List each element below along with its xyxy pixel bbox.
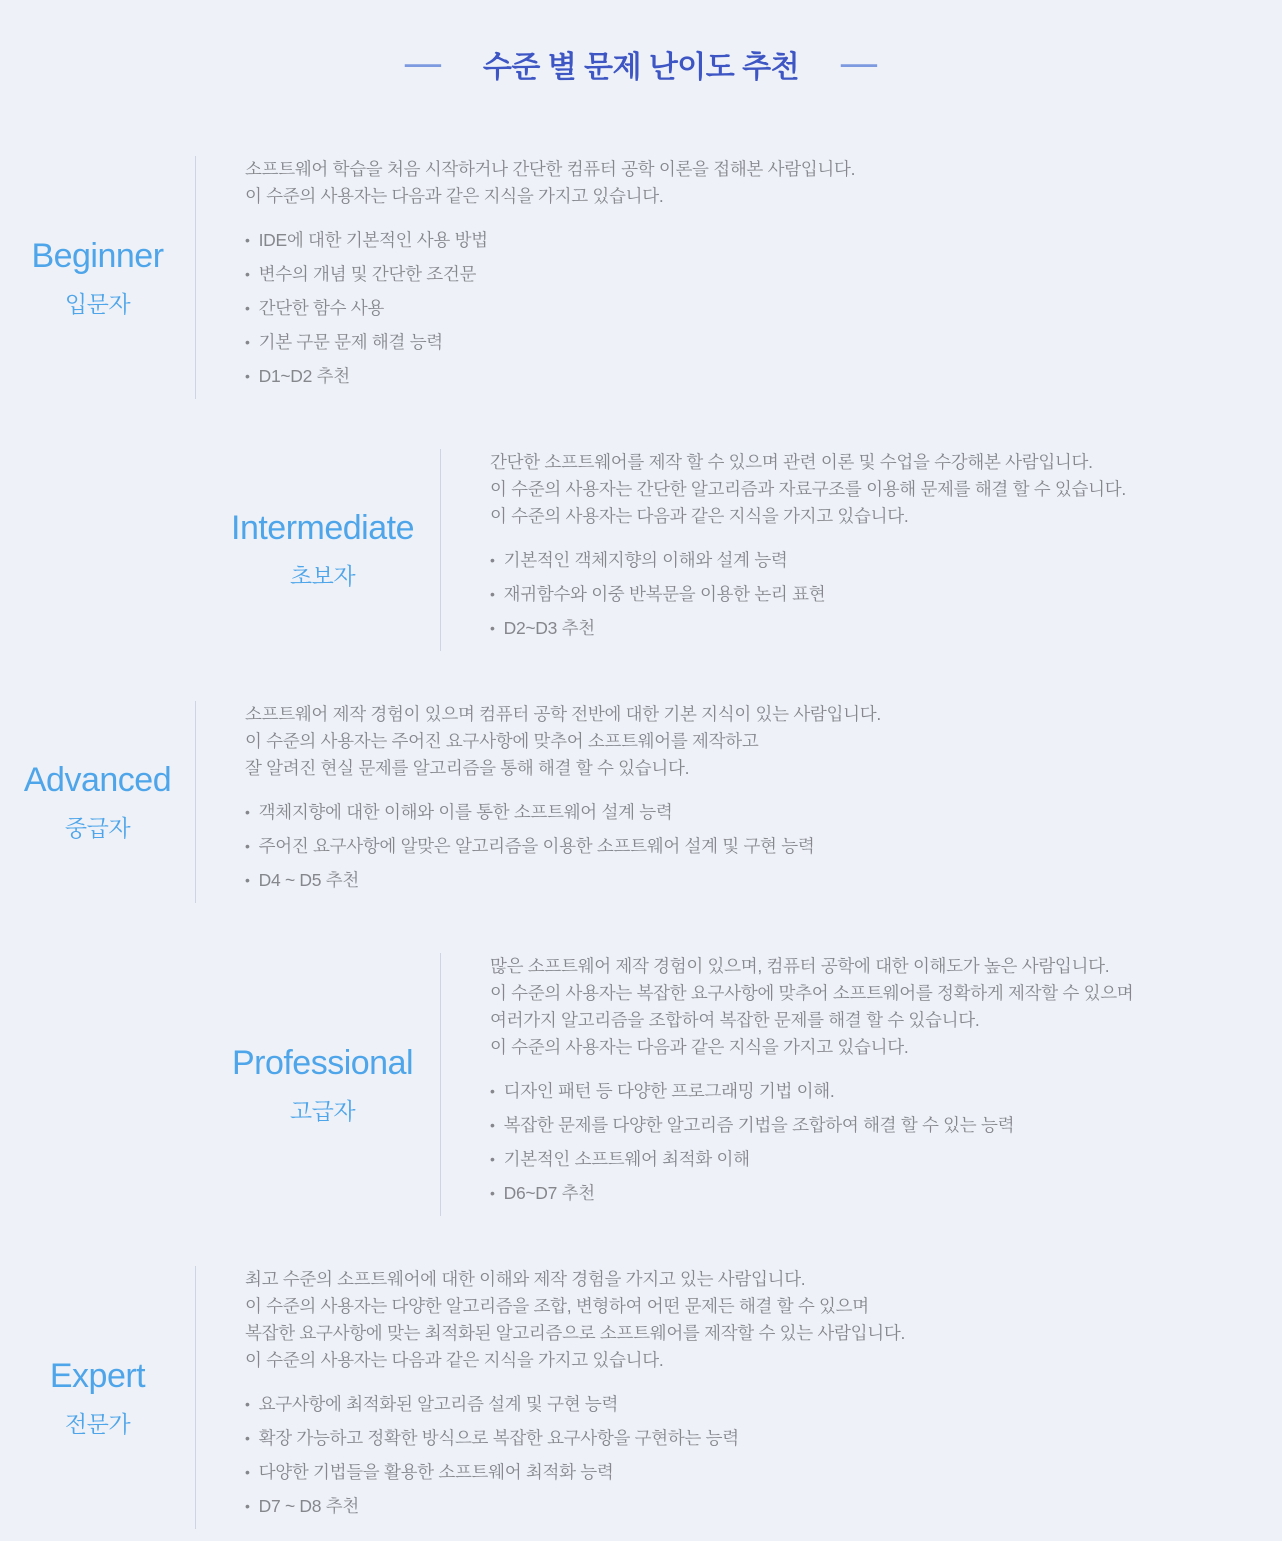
level-label: [0, 449, 440, 651]
bullet-icon: •: [490, 620, 495, 636]
level-description: [490, 953, 1133, 1061]
description-line: 복잡한 요구사항에 맞는 최적화된 알고리즘으로 소프트웨어를 제작할 수 있는 사람입니다.: [245, 1323, 906, 1343]
level-section-intermediate: [0, 449, 1282, 651]
bullet-text: 확장 가능하고 정확한 방식으로 복잡한 요구사항을 구현하는 능력: [258, 1428, 739, 1448]
bullet-text: 간단한 함수 사용: [258, 298, 384, 318]
bullet-item: [245, 1455, 905, 1489]
bullet-text: D6~D7 추천: [503, 1183, 595, 1203]
bullet-icon: •: [490, 552, 495, 568]
bullet-item: [245, 359, 855, 393]
bullet-item: [245, 795, 881, 829]
level-content: [196, 156, 855, 399]
bullet-icon: •: [245, 1430, 250, 1446]
level-bullets: [245, 1387, 905, 1523]
description-line: 이 수준의 사용자는 간단한 알고리즘과 자료구조를 이용해 문제를 해결 할 수 있습니다.: [490, 479, 1126, 499]
level-label: [0, 701, 195, 903]
bullet-item: [245, 223, 855, 257]
bullet-icon: •: [490, 1117, 495, 1133]
level-section-professional: [0, 953, 1282, 1216]
bullet-icon: •: [245, 266, 250, 282]
description-line: 간단한 소프트웨어를 제작 할 수 있으며 관련 이론 및 수업을 수강해본 사람입니다.: [490, 452, 1093, 472]
bullet-item: [490, 1142, 1133, 1176]
level-content: [196, 701, 881, 903]
description-line: 최고 수준의 소프트웨어에 대한 이해와 제작 경험을 가지고 있는 사람입니다.: [245, 1269, 806, 1289]
description-line: 소프트웨어 제작 경험이 있으며 컴퓨터 공학 전반에 대한 기본 지식이 있는 사람입니다.: [245, 704, 881, 724]
bullet-icon: •: [490, 1151, 495, 1167]
level-bullets: [245, 223, 855, 393]
bullet-text: 다양한 기법들을 활용한 소프트웨어 최적화 능력: [258, 1462, 614, 1482]
bullet-icon: •: [245, 804, 250, 820]
bullet-text: D1~D2 추천: [258, 366, 350, 386]
description-line: 많은 소프트웨어 제작 경험이 있으며, 컴퓨터 공학에 대한 이해도가 높은 사람입니다.: [490, 956, 1110, 976]
bullet-icon: •: [245, 872, 250, 888]
level-description: [245, 701, 881, 782]
bullet-text: 기본적인 소프트웨어 최적화 이해: [503, 1149, 750, 1169]
page-header: [0, 42, 1282, 86]
level-name: Professional: [231, 1043, 414, 1082]
level-korean-name: 초보자: [289, 563, 356, 589]
title-dash-right-icon: —: [840, 48, 878, 79]
bullet-item: [490, 611, 1126, 645]
page-title: 수준 별 문제 난이도 추천: [482, 51, 800, 84]
bullet-icon: •: [490, 586, 495, 602]
bullet-icon: •: [245, 838, 250, 854]
bullet-icon: •: [245, 300, 250, 316]
title-dash-left-icon: —: [404, 48, 442, 79]
level-bullets: [245, 795, 881, 897]
bullet-text: 주어진 요구사항에 알맞은 알고리즘을 이용한 소프트웨어 설계 및 구현 능력: [258, 836, 815, 856]
description-line: 이 수준의 사용자는 다음과 같은 지식을 가지고 있습니다.: [490, 506, 909, 526]
bullet-text: 기본 구문 문제 해결 능력: [258, 332, 443, 352]
level-korean-name: 고급자: [289, 1097, 356, 1124]
bullet-item: [245, 1387, 905, 1421]
bullet-icon: •: [245, 368, 250, 384]
bullet-text: 변수의 개념 및 간단한 조건문: [258, 264, 477, 284]
bullet-icon: •: [245, 1396, 250, 1412]
level-content: [441, 953, 1133, 1216]
bullet-text: D2~D3 추천: [503, 618, 595, 638]
bullet-text: 기본적인 객체지향의 이해와 설계 능력: [503, 550, 788, 570]
bullet-item: [490, 1176, 1133, 1210]
bullet-icon: •: [245, 334, 250, 350]
bullet-text: IDE에 대한 기본적인 사용 방법: [258, 230, 488, 250]
description-line: 이 수준의 사용자는 다음과 같은 지식을 가지고 있습니다.: [490, 1037, 909, 1057]
level-section-beginner: [0, 156, 1282, 399]
level-content: [441, 449, 1126, 651]
bullet-item: [245, 1489, 905, 1523]
level-name: Expert: [49, 1356, 146, 1395]
level-korean-name: 중급자: [64, 815, 131, 841]
description-line: 이 수준의 사용자는 다양한 알고리즘을 조합, 변형하여 어떤 문제든 해결 할 수 있으며: [245, 1296, 869, 1316]
bullet-item: [245, 291, 855, 325]
description-line: 여러가지 알고리즘을 조합하여 복잡한 문제를 해결 할 수 있습니다.: [490, 1010, 980, 1030]
bullet-item: [490, 1108, 1133, 1142]
level-label: [0, 953, 440, 1216]
description-line: 잘 알려진 현실 문제를 알고리즘을 통해 해결 할 수 있습니다.: [245, 758, 690, 778]
bullet-text: 디자인 패턴 등 다양한 프로그래밍 기법 이해.: [503, 1081, 835, 1101]
description-line: 소프트웨어 학습을 처음 시작하거나 간단한 컴퓨터 공학 이론을 접해본 사람입니다.: [245, 159, 856, 179]
bullet-icon: •: [245, 1498, 250, 1514]
level-section-advanced: [0, 701, 1282, 903]
level-description: [490, 449, 1126, 530]
bullet-item: [245, 325, 855, 359]
bullet-text: 복잡한 문제를 다양한 알고리즘 기법을 조합하여 해결 할 수 있는 능력: [503, 1115, 1015, 1135]
bullet-item: [245, 1421, 905, 1455]
level-label: [0, 156, 195, 399]
level-korean-name: 전문가: [64, 1410, 131, 1437]
bullet-item: [490, 577, 1126, 611]
level-bullets: [490, 1074, 1133, 1210]
bullet-icon: •: [490, 1083, 495, 1099]
bullet-text: 객체지향에 대한 이해와 이를 통한 소프트웨어 설계 능력: [258, 802, 673, 822]
level-label: [0, 1266, 195, 1529]
bullet-item: [490, 1074, 1133, 1108]
bullet-text: D7 ~ D8 추천: [258, 1496, 359, 1516]
bullet-item: [245, 863, 881, 897]
bullet-text: 재귀함수와 이중 반복문을 이용한 논리 표현: [503, 584, 826, 604]
level-name: Beginner: [31, 236, 164, 275]
level-description: [245, 156, 855, 210]
bullet-item: [245, 829, 881, 863]
level-content: [196, 1266, 905, 1529]
level-section-expert: [0, 1266, 1282, 1529]
bullet-text: 요구사항에 최적화된 알고리즘 설계 및 구현 능력: [258, 1394, 619, 1414]
level-bullets: [490, 543, 1126, 645]
description-line: 이 수준의 사용자는 다음과 같은 지식을 가지고 있습니다.: [245, 186, 664, 206]
description-line: 이 수준의 사용자는 주어진 요구사항에 맞추어 소프트웨어를 제작하고: [245, 731, 759, 751]
level-description: [245, 1266, 905, 1374]
description-line: 이 수준의 사용자는 복잡한 요구사항에 맞추어 소프트웨어를 정확하게 제작할 수 있으며: [490, 983, 1134, 1003]
bullet-item: [490, 543, 1126, 577]
bullet-item: [245, 257, 855, 291]
bullet-icon: •: [245, 1464, 250, 1480]
bullet-text: D4 ~ D5 추천: [258, 870, 359, 890]
description-line: 이 수준의 사용자는 다음과 같은 지식을 가지고 있습니다.: [245, 1350, 664, 1370]
level-korean-name: 입문자: [64, 290, 131, 317]
bullet-icon: •: [245, 232, 250, 248]
level-name: Advanced: [23, 761, 172, 799]
level-sections: [0, 156, 1282, 1529]
level-name: Intermediate: [231, 509, 414, 547]
bullet-icon: •: [490, 1185, 495, 1201]
